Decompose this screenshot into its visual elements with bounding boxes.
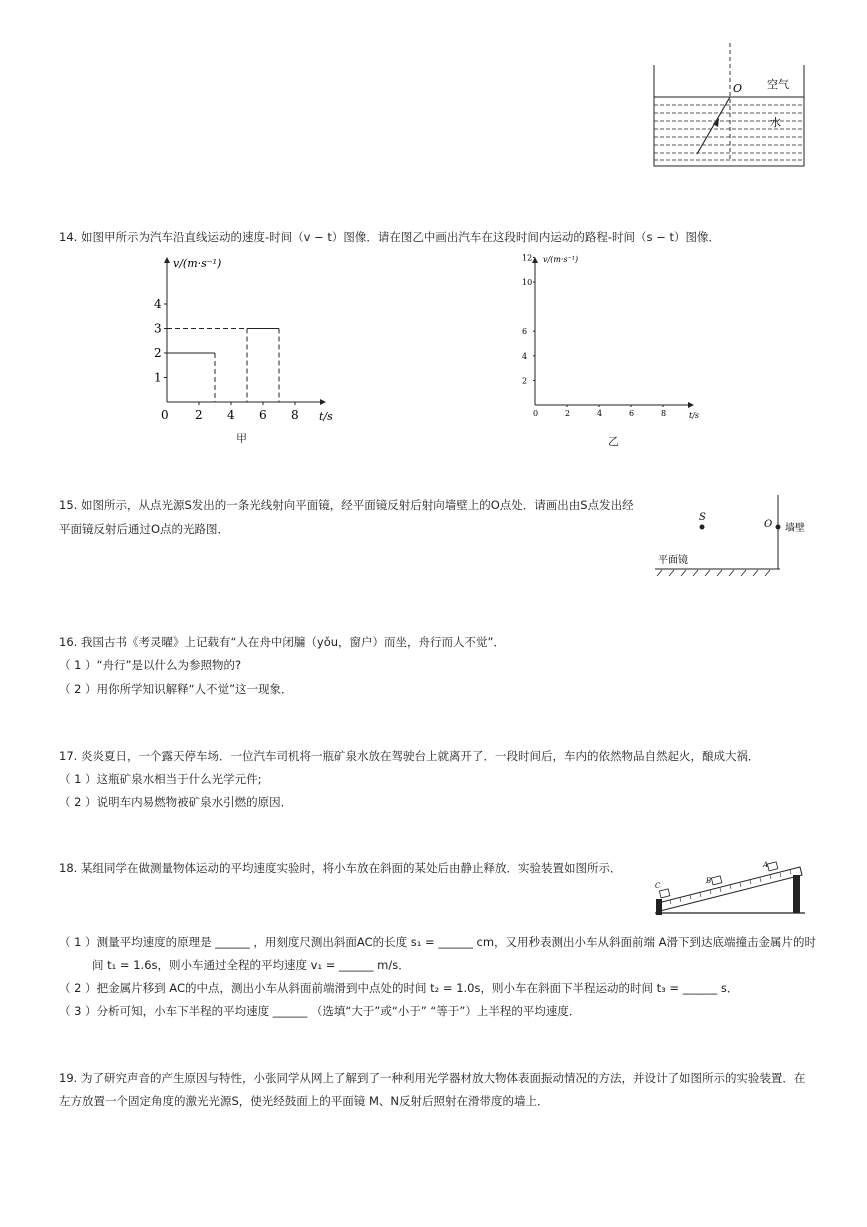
point-o-label: O xyxy=(764,519,773,530)
q19-line1: 19. 为了研究声音的产生原因与特性，小张同学从网上了解到了一种利用光学器材放大物体表面振动情况的方法，并设计了如图所示的实验装置．在 xyxy=(59,1071,806,1085)
x-tick-label: 2 xyxy=(195,408,203,422)
refraction-figure xyxy=(645,40,815,175)
y-tick-label: 6 xyxy=(522,327,528,337)
y-tick-label: 3 xyxy=(154,321,162,336)
y-tick-label: 10 xyxy=(522,278,533,287)
cart-a xyxy=(767,862,777,871)
point-s-label: S xyxy=(699,512,706,523)
q16-part2: （ 2 ）用你所学知识解释“人不觉”这一现象． xyxy=(59,682,293,696)
q18-part1b: 间 t₁ = 1.6s，则小车通过全程的平均速度 v₁ = ______ m/s． xyxy=(92,958,410,972)
air-label: 空气 xyxy=(767,78,789,91)
mirror-wall-figure xyxy=(650,492,815,582)
point-c-label: C xyxy=(655,882,661,890)
cart-c xyxy=(659,889,669,898)
q19-line2: 左方放置一个固定角度的激光光源S，使光经鼓面上的平面镜 M、N反射后照射在滑带度的墙上． xyxy=(59,1094,549,1108)
y-tick-label: 2 xyxy=(154,346,162,360)
mirror-label: 平面镜 xyxy=(658,555,688,566)
x-tick-label: 8 xyxy=(661,409,667,418)
q17-stem: 17. 炎炎夏日，一个露天停车场．一位汽车司机将一瓶矿泉水放在驾驶台上就离开了．一段时间后，车内的依然物品自然起火，酿成大祸． xyxy=(59,749,760,763)
chart-jia xyxy=(145,250,345,425)
point-s xyxy=(700,525,705,530)
x-tick-label: 2 xyxy=(565,409,571,418)
x-tick-label: 0 xyxy=(161,408,169,422)
mirror-hatching xyxy=(657,570,770,576)
q18-part2: （ 2 ）把金属片移到 AC的中点，测出小车从斜面前端滑到中点处的时间 t₂ = 1.0s，则小车在斜面下半程运动的时间 t₃ = ______ s． xyxy=(59,981,739,995)
point-o xyxy=(776,525,781,530)
chart-yi-caption: 乙 xyxy=(608,435,619,448)
wall-label: 墙壁 xyxy=(785,523,805,534)
y-tick-label: 12 xyxy=(522,253,533,263)
x-axis-label: t/s xyxy=(689,411,700,420)
incline-apparatus-figure xyxy=(650,855,810,920)
y-tick-label: 2 xyxy=(522,376,528,386)
water-hatching xyxy=(654,105,804,160)
support-block xyxy=(793,875,800,913)
x-tick-label: 6 xyxy=(629,409,635,418)
x-tick-label: 6 xyxy=(259,408,267,422)
y-tick-label: 4 xyxy=(522,351,528,361)
cart-b xyxy=(711,876,721,885)
q18-part3: （ 3 ）分析可知，小车下半程的平均速度 ______ （选填“大于”或“小于” “等于”）上半程的平均速度． xyxy=(59,1004,581,1018)
y-axis-label: v/(m·s⁻¹) xyxy=(543,255,579,264)
y-axis-label: v/(m·s⁻¹) xyxy=(173,257,222,270)
q15-line1: 15. 如图所示，从点光源S发出的一条光线射向平面镜，经平面镜反射后射向墙壁上的O点处．请画出由S点发出经 xyxy=(59,498,634,512)
point-o-label: O xyxy=(733,82,743,95)
chart-yi xyxy=(515,250,715,425)
metal-piece xyxy=(656,899,662,915)
q16-part1: （ 1 ）“舟行”是以什么为参照物的? xyxy=(59,658,242,672)
q18-part1a: （ 1 ）测量平均速度的原理是 ______ ，用刻度尺测出斜面AC的长度 s₁ = ______ cm，又用秒表测出小车从斜面前端 A滑下到达底端撞击金属片的时 xyxy=(59,935,817,949)
q18-stem: 18. 某组同学在做测量物体运动的平均速度实验时，将小车放在斜面的某处后由静止释放．实验装置如图所示． xyxy=(59,861,622,875)
q17-part2: （ 2 ）说明车内易燃物被矿泉水引燃的原因． xyxy=(59,795,293,809)
x-tick-label: 0 xyxy=(533,409,539,418)
q16-stem: 16. 我国古书《考灵曜》上记载有“人在舟中闭牖（yǒu，窗户）而坐，舟行而人不觉”． xyxy=(59,635,505,649)
x-axis-label: t/s xyxy=(319,410,333,423)
x-tick-label: 8 xyxy=(291,408,299,422)
water-label: 水 xyxy=(770,116,781,129)
chart-jia-caption: 甲 xyxy=(236,432,247,445)
point-a-label: A xyxy=(763,861,769,869)
q15-line2: 平面镜反射后通过O点的光路图． xyxy=(59,522,230,536)
x-tick-label: 4 xyxy=(597,409,603,418)
refracted-ray xyxy=(697,97,730,154)
x-tick-label: 4 xyxy=(227,408,235,422)
y-tick-label: 4 xyxy=(154,297,162,311)
y-tick-label: 1 xyxy=(154,370,162,385)
q14-text: 14. 如图甲所示为汽车沿直线运动的速度-时间（v − t）图像．请在图乙中画出汽车在这段时间内运动的路程-时间（s − t）图像． xyxy=(59,230,720,244)
point-b-label: B xyxy=(706,877,712,885)
q17-part1: （ 1 ）这瓶矿泉水相当于什么光学元件; xyxy=(59,772,262,786)
